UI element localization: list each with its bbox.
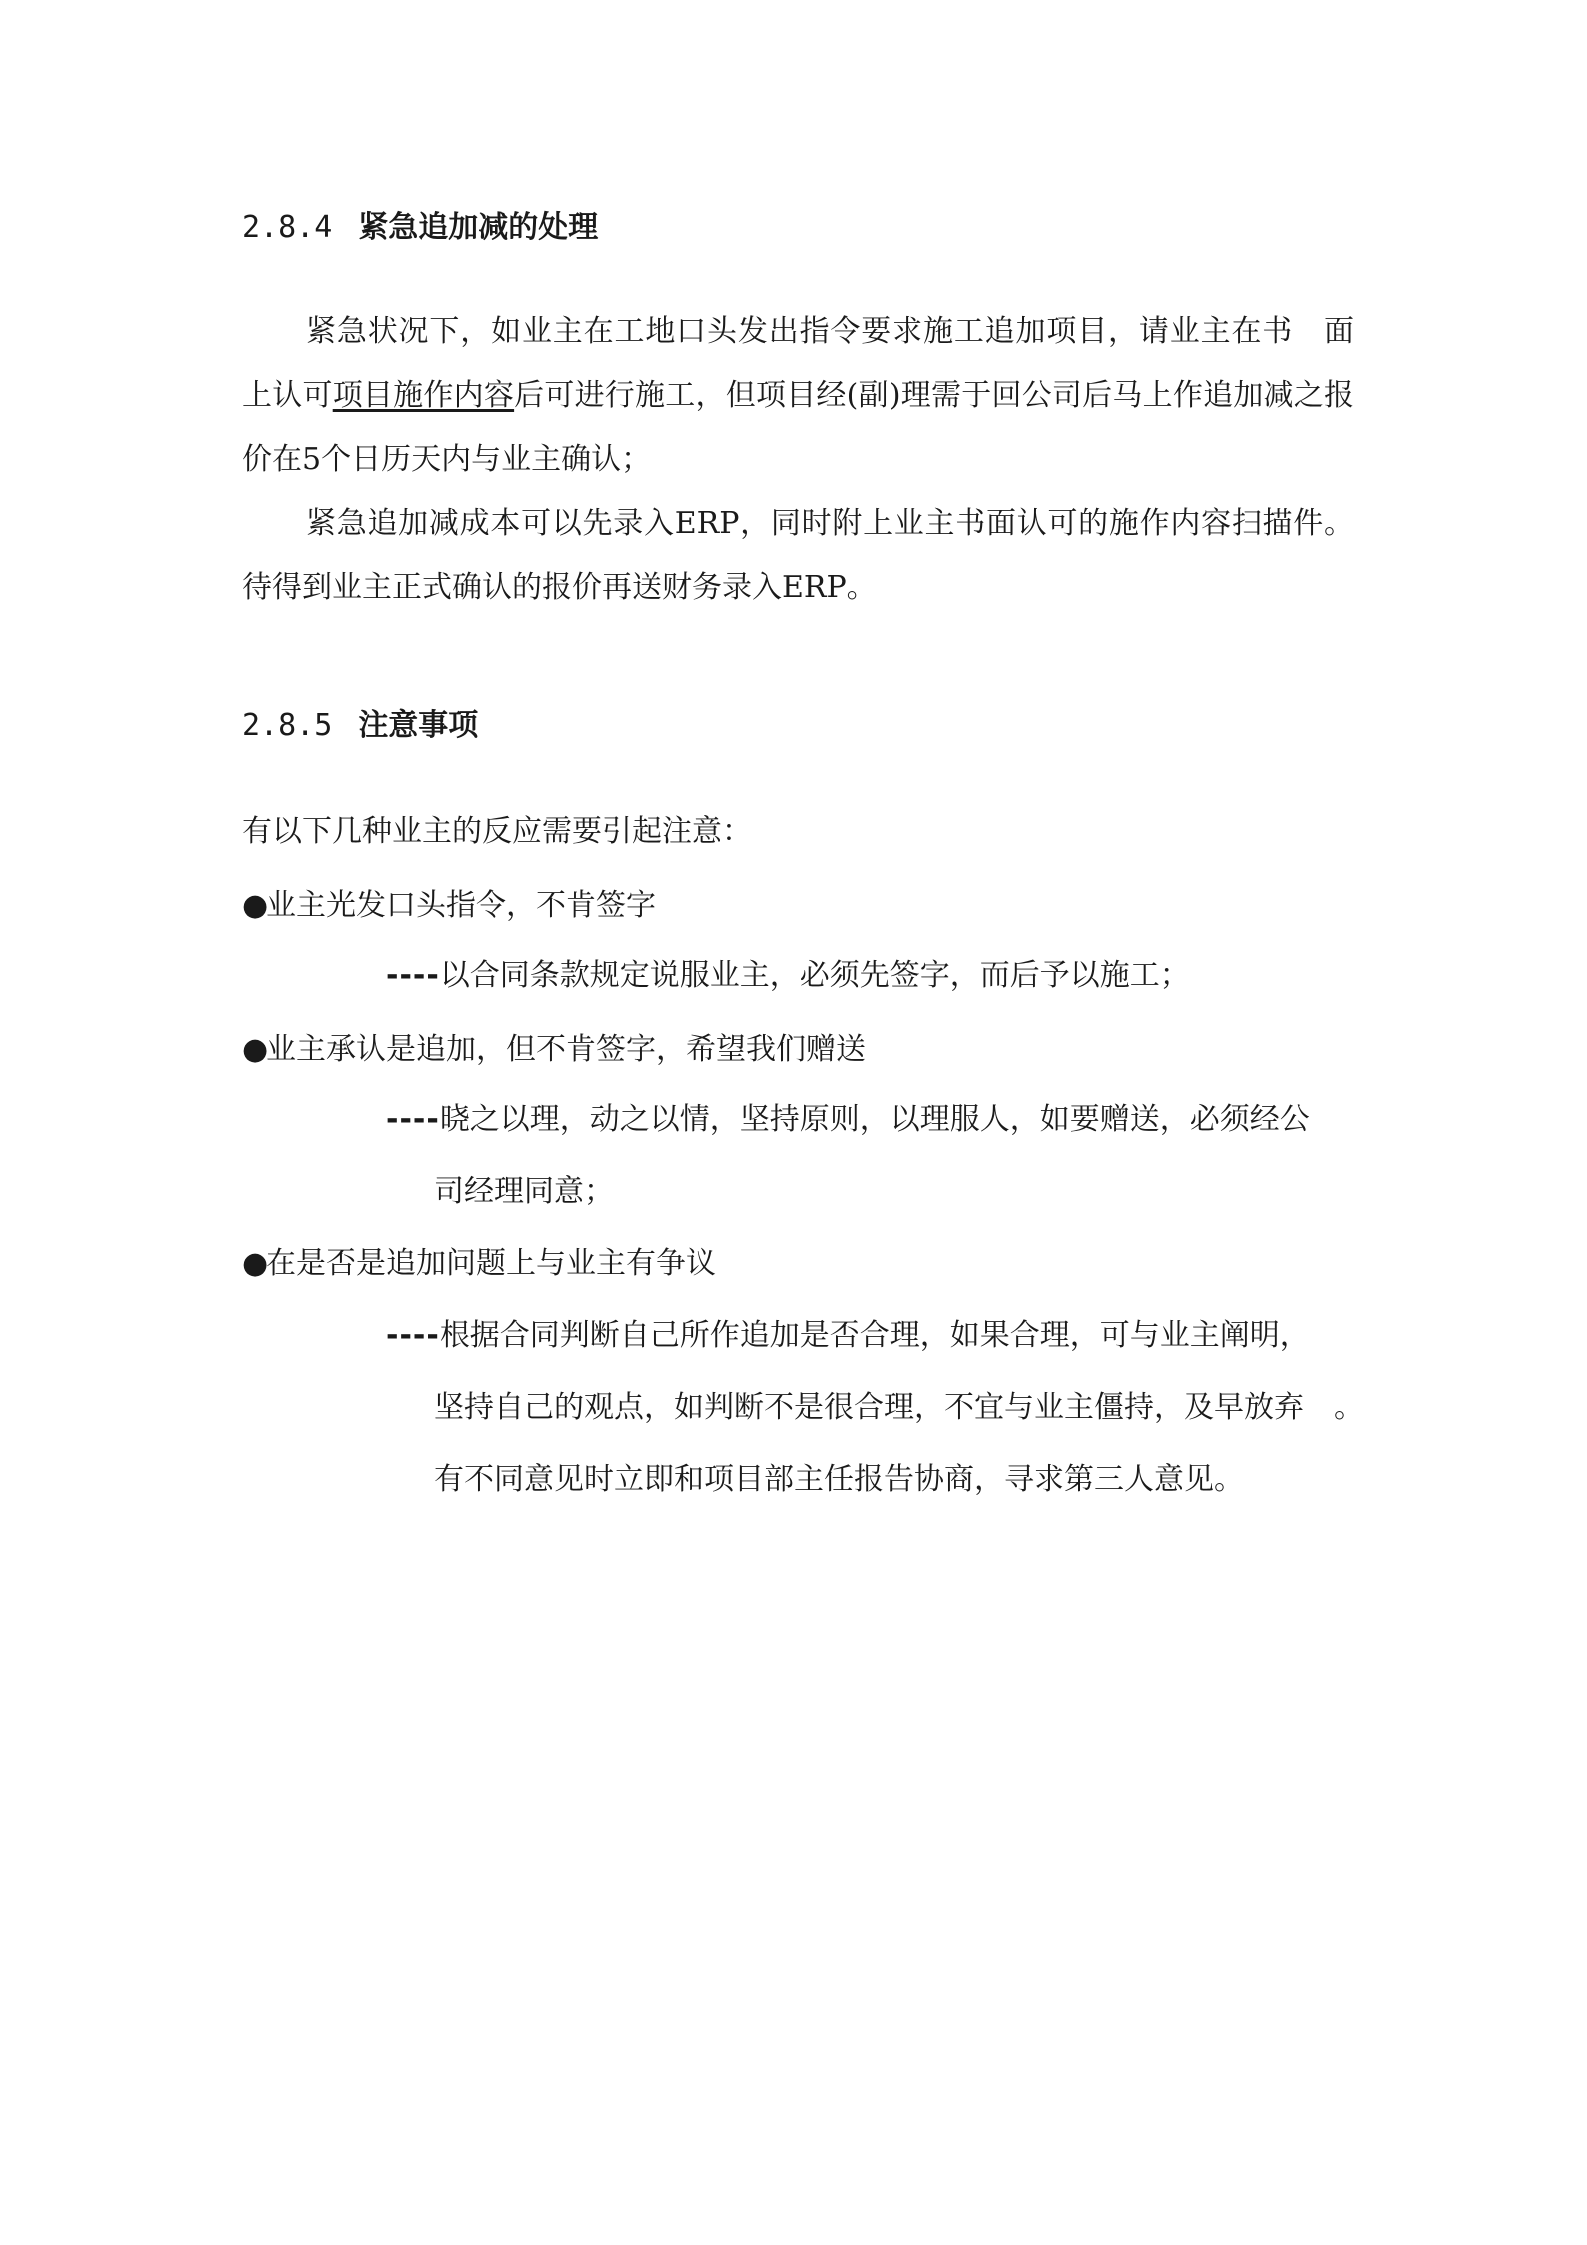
list-item-response [386, 1084, 1356, 1228]
dash-marker: ---- [386, 1318, 440, 1353]
response-line: 坚持自己的观点，如判断不是很合理，不宜与业主僵持，及早放弃 。 [434, 1390, 1364, 1425]
list-item [242, 886, 656, 926]
section-284-body [242, 300, 1354, 620]
paragraph-1 [242, 300, 1354, 492]
paragraph-1-text-a: 紧急状况下，如业主在工地口头发出指令要求施工追加项目，请业主在书 面上认可 [242, 314, 1354, 413]
section-title: 紧急追加减的处理 [358, 210, 599, 245]
response-line: 以合同条款规定说服业主，必须先签字，而后予以施工； [439, 958, 1190, 993]
section-heading-285 [242, 706, 478, 746]
list-item-response [386, 1300, 1364, 1516]
dash-marker: ---- [386, 1102, 440, 1137]
bullet-icon: ● [242, 888, 269, 923]
underlined-phrase: 项目施作内容 [332, 378, 515, 413]
list-item-label: 业主承认是追加，但不肯签字，希望我们赠送 [266, 1032, 866, 1067]
bullet-icon: ● [242, 1032, 269, 1067]
list-item [242, 1030, 866, 1070]
list-item-label: 业主光发口头指令，不肯签字 [266, 888, 656, 923]
section-285-intro: 有以下几种业主的反应需要引起注意： [242, 814, 752, 849]
paragraph-2: 紧急追加减成本可以先录入ERP，同时附上业主书面认可的施作内容扫描件。待得到业主正式确认的报价再送财务录入ERP。 [242, 506, 1354, 605]
response-line: 晓之以理，动之以情，坚持原则，以理服人，如要赠送，必须经公 [439, 1102, 1310, 1137]
dash-marker: ---- [386, 958, 440, 993]
response-line: 根据合同判断自己所作追加是否合理，如果合理，可与业主阐明， [439, 1318, 1310, 1353]
section-title: 注意事项 [358, 708, 479, 743]
paragraph-1-text-b: 后可进行施工，但项目经(副)理需于回公司后马上作追加减之报价在5个日历天内与业主确认； [242, 378, 1355, 477]
section-heading-284 [242, 208, 598, 248]
list-item [242, 1244, 716, 1284]
list-item-response [386, 940, 1356, 1012]
response-line: 有不同意见时立即和项目部主任报告协商，寻求第三人意见。 [434, 1462, 1244, 1497]
section-number: 2.8.5 [242, 708, 333, 743]
list-item-label: 在是否是追加问题上与业主有争议 [266, 1246, 716, 1281]
section-number: 2.8.4 [242, 210, 333, 245]
response-line: 司经理同意； [434, 1174, 614, 1209]
bullet-icon: ● [242, 1246, 269, 1281]
